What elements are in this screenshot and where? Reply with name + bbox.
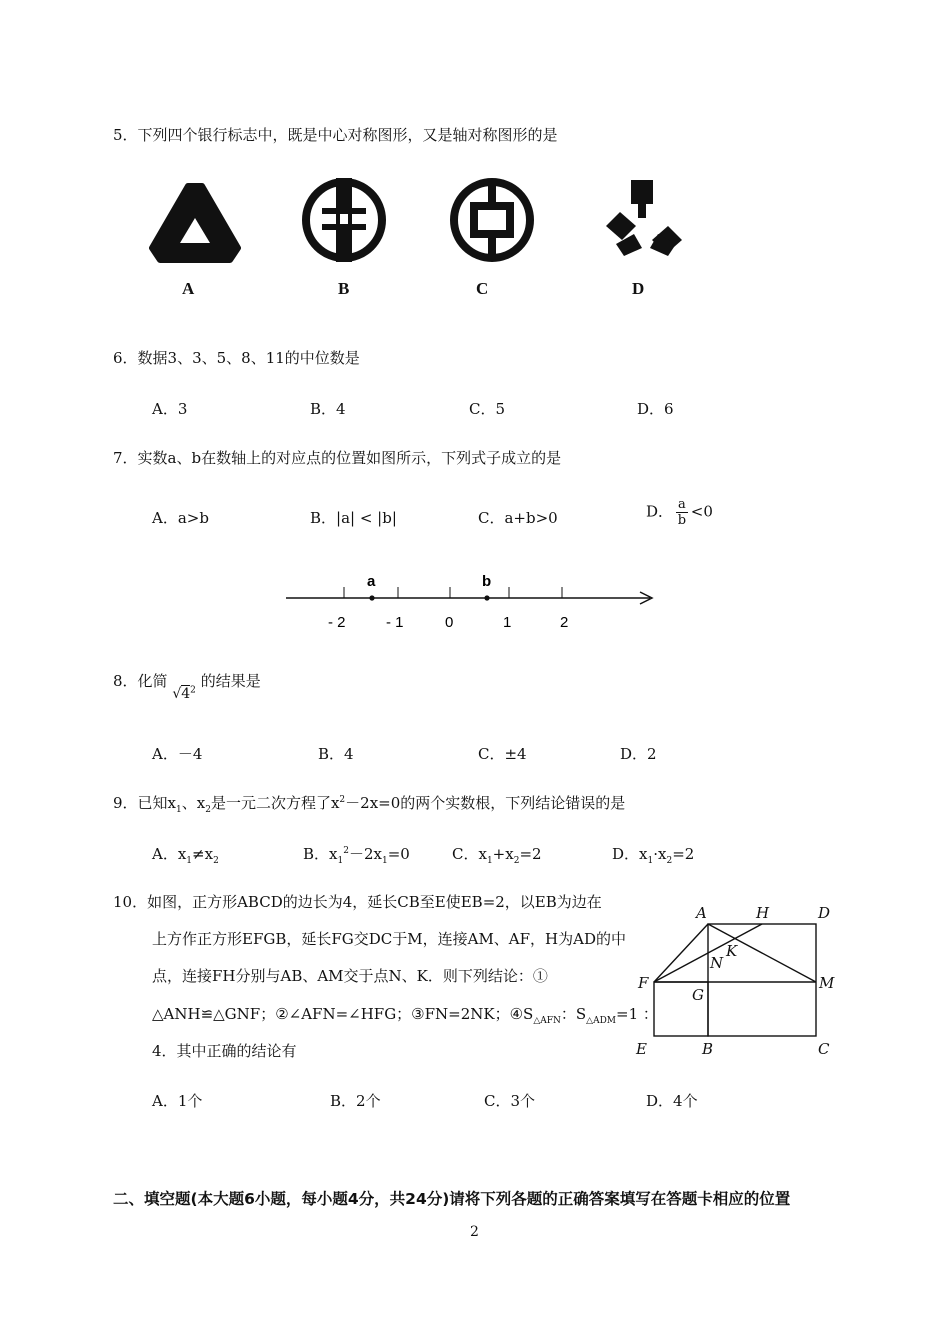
logo-label-c: C (476, 279, 489, 298)
q9-option-d-part2: ·x (653, 845, 667, 863)
q7-option-a: A．a>b (152, 509, 209, 527)
q9-option-b (303, 843, 410, 866)
section2-heading: 二、填空题(本大题6小题，每小题4分，共24分)请将下列各题的正确答案填写在答题卡相应的位置 (113, 1190, 791, 1208)
q6-option-b: B．4 (310, 400, 346, 418)
q9-text-part3: 是一元二次方程了x (210, 794, 340, 812)
q10-line1: 10．如图，正方形ABCD的边长为4，延长CB至E使EB=2，以EB为边在 (113, 893, 602, 911)
q9-option-b-part3: =0 (387, 845, 410, 863)
q9-option-c (452, 843, 542, 866)
q9-option-d-part3: =2 (672, 845, 695, 863)
q9-option-a-sub2: 2 (213, 856, 219, 866)
q10-option-a: A．1个 (152, 1092, 203, 1110)
q10-option-d: D．4个 (646, 1092, 698, 1110)
fig-label-g: G (692, 986, 704, 1004)
q9-option-a-part1: A．x (152, 845, 187, 863)
q9-option-a (152, 843, 219, 866)
q9-option-d-sub1: 1 (647, 856, 654, 866)
q9-option-b-part1: B．x (303, 845, 338, 863)
q9-option-c-sub1: 1 (486, 856, 493, 866)
q7-tick-2: 2 (560, 614, 569, 631)
q10-line4-part1: △ANH≌△GNF；②∠AFN=∠HFG；③FN=2NK；④S (152, 1005, 534, 1023)
q8-option-b: B．4 (318, 745, 354, 763)
q8-radicand: 4 (181, 686, 191, 702)
q10-line4 (152, 1003, 658, 1026)
q9-option-a-part2: ≠x (192, 845, 214, 863)
q8-option-d: D．2 (620, 745, 657, 763)
q9-option-d-sub2: 2 (666, 856, 673, 866)
page-number: 2 (470, 1224, 479, 1240)
q9-option-c-sub2: 2 (513, 856, 520, 866)
q9-text (113, 792, 625, 815)
q7-option-c: C．a+b>0 (478, 509, 558, 527)
q7-option-b: B．|a| < |b| (310, 509, 397, 527)
q5-logos (140, 168, 700, 308)
fig-label-a: A (696, 904, 707, 922)
q10-line5: 4．其中正确的结论有 (152, 1042, 297, 1060)
q7-number-line (280, 565, 660, 635)
logo-label-a: A (182, 279, 195, 298)
q10-option-b: B．2个 (330, 1092, 381, 1110)
fig-label-c: C (818, 1040, 830, 1058)
q7-option-d-suffix: <0 (690, 502, 713, 521)
fig-label-k: K (726, 942, 738, 960)
logo-d-icon (606, 180, 682, 256)
q7-point-b-label: b (482, 573, 492, 590)
q8-option-c: C．±4 (478, 745, 527, 763)
q7-tick-0: 0 (445, 614, 454, 631)
q9-option-c-part1: C．x (452, 845, 487, 863)
q8-option-a: A．－4 (152, 745, 203, 763)
logo-c-icon (454, 182, 530, 258)
q8-suffix: 的结果是 (200, 672, 261, 690)
fig-label-d: D (818, 904, 831, 922)
fig-label-f: F (638, 974, 649, 992)
q9-text-part1: 9．已知x (113, 794, 177, 812)
q7-option-d-prefix: D． (646, 502, 674, 521)
q9-option-a-sub1: 1 (186, 856, 193, 866)
q6-text: 6．数据3、3、5、8、11的中位数是 (113, 349, 360, 367)
q10-figure (630, 898, 850, 1064)
q9-option-c-part3: =2 (519, 845, 542, 863)
q9-sub2: 2 (205, 805, 211, 815)
q7-option-d-denominator: b (677, 513, 687, 528)
q8-radical: $√4^2$ (172, 685, 196, 702)
q7-option-d-numerator: a (678, 497, 686, 512)
q7-text: 7．实数a、b在数轴上的对应点的位置如图所示，下列式子成立的是 (113, 449, 562, 467)
q9-sup2: 2 (339, 795, 346, 805)
logo-a-icon (152, 186, 238, 260)
q7-point-a-label: a (367, 573, 376, 590)
logo-b-icon (306, 178, 382, 262)
fig-label-m: M (819, 974, 835, 992)
q10-line4-sub1: △AFN (533, 1016, 561, 1026)
fig-label-b: B (702, 1040, 714, 1058)
q6-option-d: D．6 (637, 400, 674, 418)
q9-option-b-sub2: 1 (381, 856, 388, 866)
logo-label-d: D (632, 279, 645, 298)
q6-option-c: C．5 (469, 400, 506, 418)
fig-label-n: N (710, 954, 724, 972)
q7-tick-minus1: - 1 (386, 614, 404, 631)
q7-tick-minus2: - 2 (328, 614, 346, 631)
q8-exponent: 2 (190, 685, 196, 696)
q10-line4-sub2: △ADM (586, 1016, 617, 1026)
q10-line4-part2: ：S (560, 1005, 587, 1023)
q9-text-part2: 、x (181, 794, 206, 812)
q6-option-a: A．3 (152, 400, 188, 418)
q9-sub1: 1 (176, 805, 182, 815)
q9-option-b-sub: 1 (337, 856, 344, 866)
q7-option-d-fraction (676, 497, 688, 528)
q9-option-b-part2: －2x (348, 845, 382, 863)
logo-label-b: B (338, 279, 350, 298)
q7-tick-1: 1 (503, 614, 512, 631)
q9-text-part4: －2x=0的两个实数根，下列结论错误的是 (345, 794, 626, 812)
q10-line2: 上方作正方形EFGB，延长FG交DC于M，连接AM、AF，H为AD的中 (152, 930, 626, 948)
q5-text: 5．下列四个银行标志中，既是中心对称图形，又是轴对称图形的是 (113, 126, 558, 144)
fig-label-e: E (636, 1040, 647, 1058)
q8-prefix: 8．化简 (113, 672, 168, 690)
q10-option-c: C．3个 (484, 1092, 536, 1110)
q8-text (113, 670, 261, 702)
fig-label-h: H (756, 904, 770, 922)
q9-option-d-part1: D．x (612, 845, 648, 863)
q9-option-d (612, 843, 694, 866)
q7-point-b (484, 595, 489, 600)
q9-option-b-sup: 2 (343, 846, 349, 856)
q7-option-d (646, 497, 713, 528)
q7-point-a (369, 595, 374, 600)
q10-line3: 点，连接FH分别与AB、AM交于点N、K．则下列结论：① (152, 967, 548, 985)
q10-line4-part3: =1 ： (616, 1005, 658, 1023)
q9-option-c-part2: +x (492, 845, 514, 863)
